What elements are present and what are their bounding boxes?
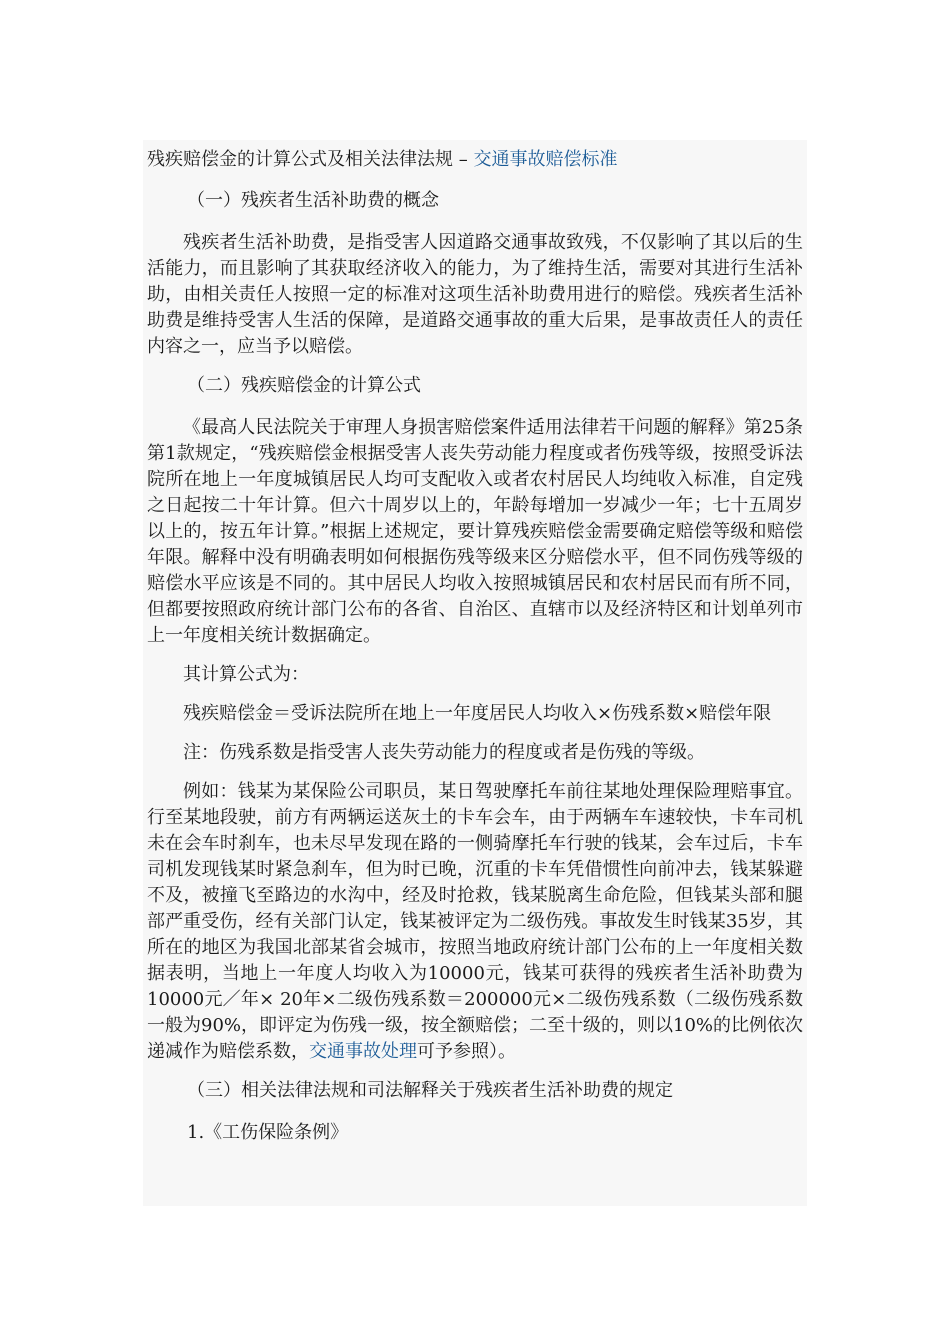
article-title — [147, 145, 803, 175]
sub-heading-1: 1.《工伤保险条例》 — [187, 1122, 349, 1143]
paragraph-1: 残疾者生活补助费，是指受害人因道路交通事故致残，不仅影响了其以后的生活能力，而且影响了其获取经济收入的能力，为了维持生活，需要对其进行生活补助，由相关责任人按照一定的标准对这项生活补助费用进行的赔偿。残疾者生活补助费是维持受害人生活的保障，是道路交通事故的重大后果，是事故责任人的责任内容之一，应当予以赔偿。 — [147, 232, 803, 357]
section-heading-1: （一）残疾者生活补助费的概念 — [187, 190, 439, 211]
note-paragraph: 注：伤残系数是指受害人丧失劳动能力的程度或者是伤残的等级。 — [183, 742, 705, 763]
traffic-compensation-link[interactable]: 交通事故赔偿标准 — [473, 149, 618, 170]
section-heading-3: （三）相关法律法规和司法解释关于残疾者生活补助费的规定 — [187, 1080, 673, 1101]
example-text: 例如：钱某为某保险公司职员，某日驾驶摩托车前往某地处理保险理赔事宜。行至某地段驶，前方有两辆运送灰土的卡车会车，由于两辆车车速较快，卡车司机未在会车时刹车，也未尽早发现在路的一侧骑摩托车行驶的钱某，会车过后，卡车司机发现钱某时紧急刹车，但为时已晚，沉重的卡车凭借惯性向前冲去，钱某躲避不及，被撞飞至路边的水沟中，经及时抢救，钱某脱离生命危险，但钱某头部和腿部严重受伤，经有关部门认定，钱某被评定为二级伤残。事故发生时钱某35岁，其所在的地区为我国北部某省会城市，按照当地政府统计部门公布的上一年度相关数据表明，当地上一年度人均收入为10000元，钱某可获得的残疾者生活补助费为10000元／年× 20年×二级伤残系数＝200000元×二级伤残系数（二级伤残系数一般为90%，即评定为伤残一级，按全额赔偿；二至十级的，则以10%的比例依次递减作为赔偿系数， — [147, 781, 804, 1062]
title-text: 残疾赔偿金的计算公式及相关法律法规 — [147, 149, 453, 170]
paragraph-2: 《最高人民法院关于审理人身损害赔偿案件适用法律若干问题的解释》第25条第1款规定，“残疾赔偿金根据受害人丧失劳动能力程度或者伤残等级，按照受诉法院所在地上一年度城镇居民人均可支配收入或者农村居民人均纯收入标准，自定残之日起按二十年计算。但六十周岁以上的，年龄每增加一岁减少一年；七十五周岁以上的，按五年计算。”根据上述规定，要计算残疾赔偿金需要确定赔偿等级和赔偿年限。解释中没有明确表明如何根据伤残等级来区分赔偿水平，但不同伤残等级的赔偿水平应该是不同的。其中居民人均收入按照城镇居民和农村居民而有所不同，但都要按照政府统计部门公布的各省、自治区、直辖市以及经济特区和计划单列市上一年度相关统计数据确定。 — [147, 417, 803, 646]
traffic-accident-link[interactable]: 交通事故处理 — [309, 1041, 417, 1062]
formula-paragraph: 残疾赔偿金＝受诉法院所在地上一年度居民人均收入×伤残系数×赔偿年限 — [183, 703, 772, 724]
section-heading-2: （二）残疾赔偿金的计算公式 — [187, 375, 421, 396]
title-separator: – — [453, 149, 474, 170]
example-tail: 可予参照）。 — [417, 1041, 516, 1062]
article-body — [143, 140, 807, 1206]
example-paragraph — [147, 779, 803, 1065]
paragraph-3: 其计算公式为： — [183, 664, 309, 685]
